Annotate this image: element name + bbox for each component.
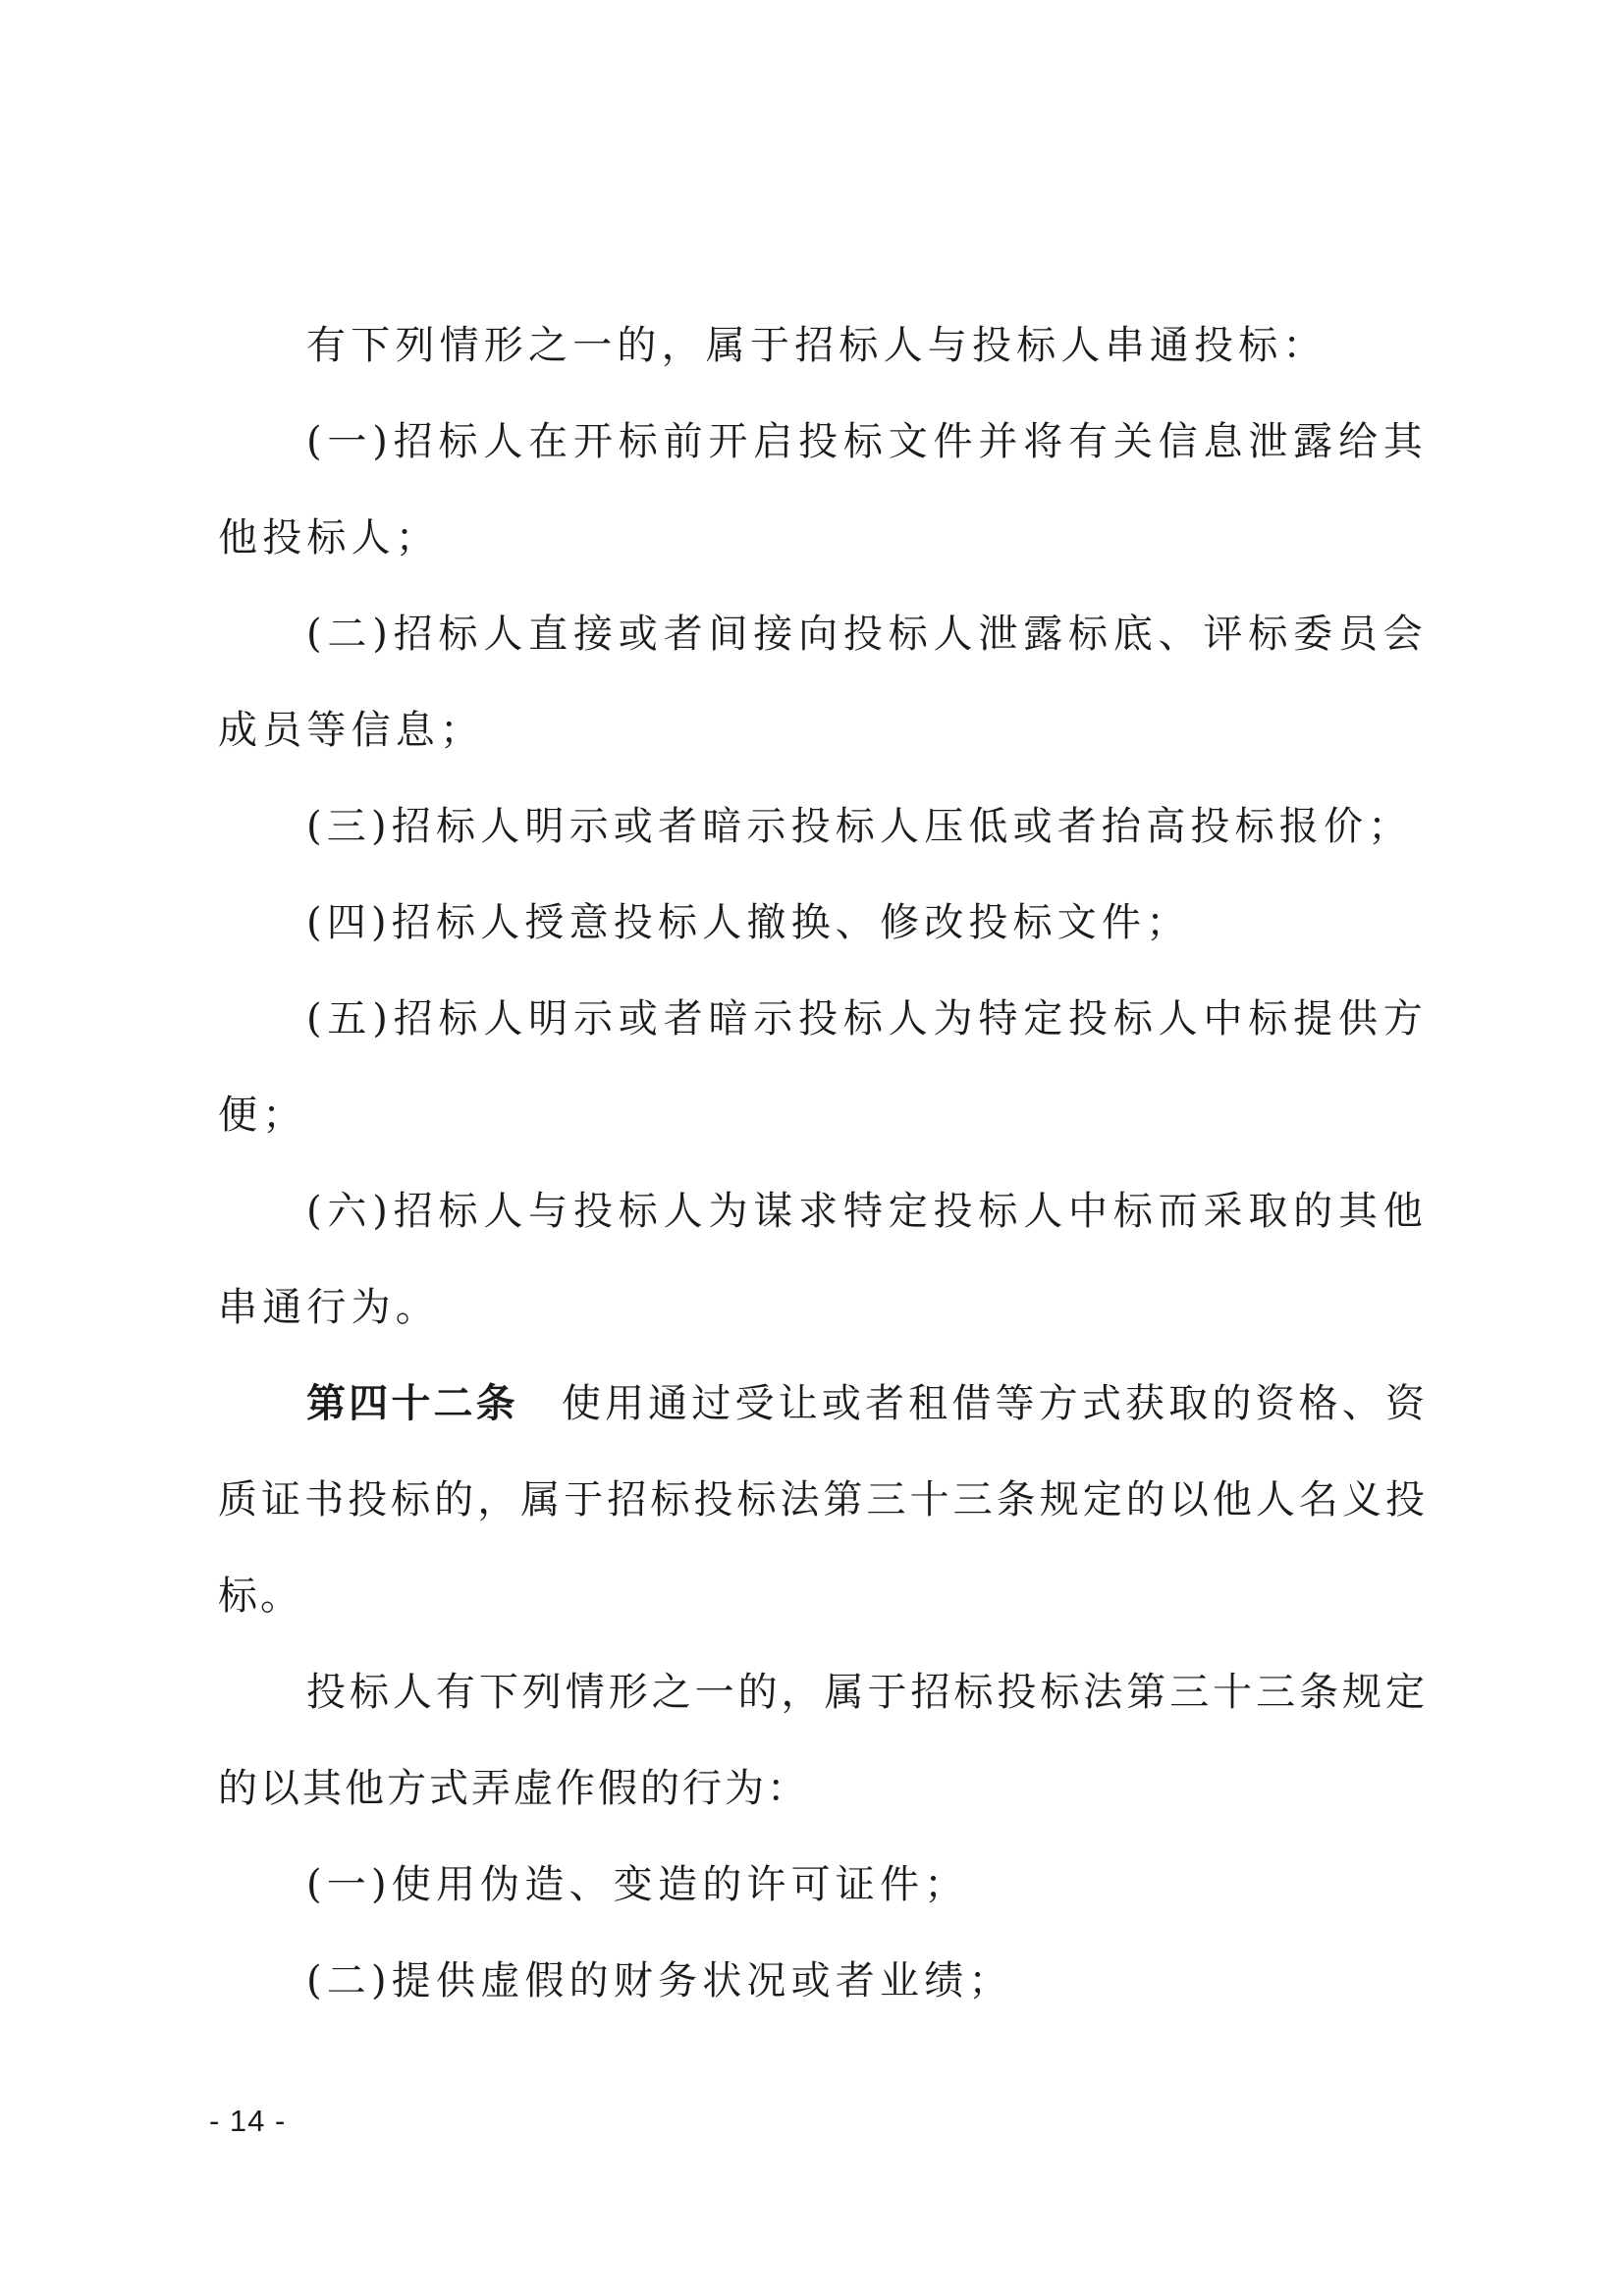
paragraph-collusion-intro: 有下列情形之一的，属于招标人与投标人串通投标：	[306, 323, 1327, 368]
list-item-collusion-2: (二)招标人直接或者间接向投标人泄露标底、评标委员会成员等信息；	[218, 612, 1428, 753]
list-item-collusion-3: (三)招标人明示或者暗示投标人压低或者抬高投标报价；	[306, 804, 1413, 849]
list-item-collusion-1: (一)招标人在开标前开启投标文件并将有关信息泄露给其他投标人；	[218, 419, 1428, 561]
list-item-fraud-1: (一)使用伪造、变造的许可证件；	[306, 1862, 969, 1907]
page-number: - 14 -	[209, 2104, 287, 2138]
article-42	[218, 1356, 1428, 1644]
list-item-collusion-4: (四)招标人授意投标人撤换、修改投标文件；	[306, 900, 1191, 945]
article-42-text: 使用通过受让或者租借等方式获取的资格、资质证书投标的，属于招标投标法第三十三条规定的以他人名义投标。	[218, 1381, 1429, 1619]
list-item-collusion-6: (六)招标人与投标人为谋求特定投标人中标而采取的其他串通行为。	[218, 1189, 1428, 1330]
document-body	[218, 297, 1428, 2029]
paragraph-fraud-intro: 投标人有下列情形之一的，属于招标投标法第三十三条规定的以其他方式弄虚作假的行为：	[218, 1670, 1428, 1811]
article-number: 第四十二条	[306, 1381, 518, 1426]
list-item-fraud-2: (二)提供虚假的财务状况或者业绩；	[306, 1958, 1013, 2003]
list-item-collusion-5: (五)招标人明示或者暗示投标人为特定投标人中标提供方便；	[218, 996, 1428, 1138]
